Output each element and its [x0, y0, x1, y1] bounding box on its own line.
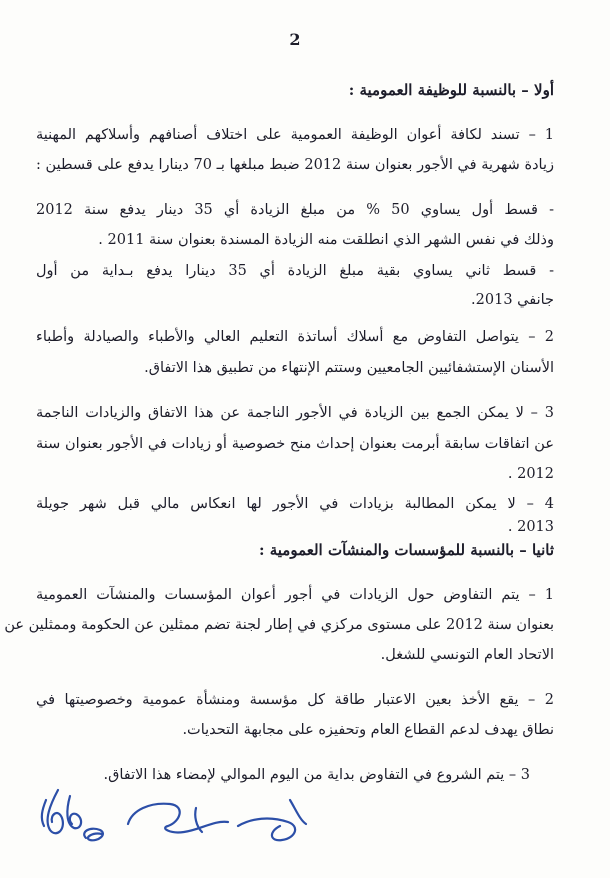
section2-item1-line3: الاتحاد العام التونسي للشغل.	[380, 647, 554, 663]
section2-item3-line1: 3 – يتم الشروع في التفاوض بداية من اليوم الموالي لإمضاء هذا الاتفاق.	[103, 767, 530, 783]
section2-item2-line2: نطاق يهدف لدعم القطاع العام وتحفيزه على مجابهة التحديات.	[182, 722, 554, 738]
section2-item2-line1: 2 – يقع الأخذ بعين الاعتبار طاقة كل مؤسسة ومنشأة عمومية وخصوصيتها في	[36, 692, 554, 708]
section1-bullet1-line2: وذلك في نفس الشهر الذي انطلقت منه الزيادة المسندة بعنوان سنة 2011 .	[98, 232, 554, 248]
section1-item1-line1: 1 – تسند لكافة أعوان الوظيفة العمومية على اختلاف أصنافهم وأسلاكهم المهنية	[36, 127, 554, 143]
section1-item2-line1: 2 – يتواصل التفاوض مع أسلاك أساتذة التعليم العالي والأطباء والصيادلة وأطباء	[36, 329, 554, 345]
section1-item3-line1: 3 – لا يمكن الجمع بين الزيادة في الأجور الناجمة عن هذا الاتفاق والزيادات الناجمة	[36, 405, 554, 421]
signature-right-stroke	[238, 819, 295, 841]
section1-heading: أولا – بالنسبة للوظيفة العمومية :	[348, 81, 554, 99]
section1-item2-line2: الأسنان الإستشفائيين الجامعيين وستتم الإنتهاء من تطبيق هذا الاتفاق.	[144, 360, 554, 376]
section1-item1-line2: زيادة شهرية في الأجور بعنوان سنة 2012 ضبط مبلغها بـ 70 دينارا يدفع على قسطين :	[36, 157, 554, 173]
section2-heading: ثانيا – بالنسبة للمؤسسات والمنشآت العمومية :	[258, 541, 554, 559]
section1-bullet1-line1: - قسط أول يساوي 50 % من مبلغ الزيادة أي 35 دينار يدفع سنة 2012	[36, 202, 554, 218]
section2-item1-line1: 1 – يتم التفاوض حول الزيادات في أجور أعوان المؤسسات والمنشآت العمومية	[36, 587, 554, 603]
section1-item3-line3: 2012 .	[507, 466, 554, 482]
signature-left-stroke	[67, 796, 81, 828]
signature-left-stroke	[48, 790, 63, 833]
section1-item4-line1: 4 – لا يمكن المطالبة بزيادات في الأجور لها انعكاس مالي قبل شهر جويلة	[36, 496, 554, 512]
section1-item4-line2: 2013 .	[507, 519, 554, 535]
signatures-icon	[0, 760, 610, 878]
signature-left-stroke	[42, 800, 46, 826]
signature-right-stroke	[290, 800, 306, 824]
signature-middle-stroke	[128, 804, 228, 833]
section1-bullet2-line2: جانفي 2013.	[471, 292, 554, 308]
section1-bullet2-line1: - قسط ثاني يساوي بقية مبلغ الزيادة أي 35 دينارا يدفع بـداية من أول	[36, 263, 554, 279]
section2-item1-line2: بعنوان سنة 2012 على مستوى مركزي في إطار لجنة تضم ممثلين عن الحكومة وممثلين عن	[4, 617, 554, 633]
page-number: 2	[289, 30, 301, 49]
section1-item3-line2: عن اتفاقات سابقة أبرمت بعنوان إحداث منح خصوصية أو زيادات في الأجور بعنوان سنة	[36, 436, 554, 452]
signature-loop-stroke	[84, 829, 103, 841]
